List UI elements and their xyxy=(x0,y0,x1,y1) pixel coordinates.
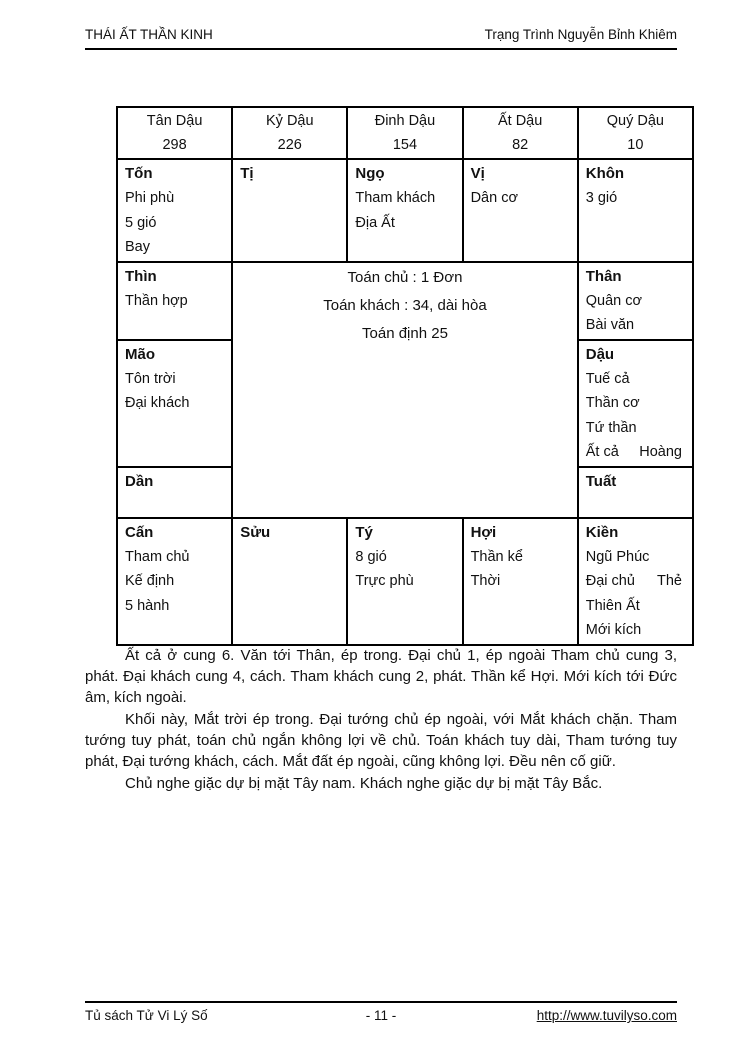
book-title: THÁI ẤT THẦN KINH xyxy=(85,27,213,42)
paragraph-2: Khối này, Mắt trời ép trong. Đại tướng chủ ép ngoài, với Mắt khách chặn. Tham tướng tuy phát, toán chủ ngắn không lợi về chủ. Toán khách tuy dài, Tham tướng tuy phát, Đại tướng khách, cách. Mắt đất ép ngoài, cũng không lợi. Đều nên cố giữ. xyxy=(85,711,677,770)
cell-title: Dậu xyxy=(585,345,615,363)
cell-line: Địa Ất xyxy=(355,214,395,231)
cell-title: Kiền xyxy=(585,523,619,541)
cell-tuat xyxy=(578,467,693,518)
cell-line: Đại chủ xyxy=(585,573,635,589)
cell-line: Phi phù xyxy=(125,190,175,206)
cell-line: Tôn trời xyxy=(125,370,176,387)
cell-title: Tý xyxy=(355,523,373,541)
year-value: 298 xyxy=(162,137,187,153)
cell-title: Dần xyxy=(125,472,154,490)
cell-line: 3 gió xyxy=(585,190,618,206)
cell-thin xyxy=(117,262,232,340)
year-value: 10 xyxy=(627,137,644,153)
cell-line: Ất cả xyxy=(585,444,619,460)
cell-title: Vị xyxy=(470,165,485,182)
cell-line: 5 gió xyxy=(125,214,157,231)
thai-at-chart-table xyxy=(116,106,694,646)
cell-line: Bài văn xyxy=(585,317,635,333)
year-cell-dinh-dau xyxy=(347,107,462,159)
palace-row-bottom xyxy=(117,518,693,645)
cell-line: Thần cơ xyxy=(585,395,640,411)
cell-title: Sửu xyxy=(240,523,271,541)
cell-line: Tham khách xyxy=(355,190,436,206)
cell-vi xyxy=(463,159,578,262)
paragraph-1: Ất cả ở cung 6. Văn tới Thân, ép trong. Đại chủ 1, ép ngoài Tham chủ cung 3, phát. Đại khách cung 4, cách. Tham khách cung 2, phát. Thần kể Hợi. Mới kích tới Đức âm, kích ngoài. xyxy=(85,647,677,706)
cell-title: Mão xyxy=(125,345,155,363)
cell-line: Hoàng xyxy=(639,444,682,460)
cell-title: Tốn xyxy=(125,165,153,182)
footer-series-title: Tủ sách Tử Vi Lý Số xyxy=(85,1008,208,1023)
cell-line: Quân cơ xyxy=(585,292,643,309)
cell-line: 5 hành xyxy=(125,597,170,614)
footer-url-link[interactable]: http://www.tuvilyso.com xyxy=(536,1008,677,1023)
year-row xyxy=(117,107,693,159)
cell-khon xyxy=(578,159,693,262)
cell-ton xyxy=(117,159,232,262)
cell-dan xyxy=(117,467,232,518)
cell-dau xyxy=(578,340,693,467)
cell-line: Kế định xyxy=(125,573,175,589)
page-footer xyxy=(85,1001,677,1023)
cell-title: Thân xyxy=(585,267,622,285)
cell-line: Thời xyxy=(470,573,501,589)
cell-line: Bay xyxy=(125,239,150,255)
cell-hoi xyxy=(463,518,578,645)
cell-line: Thần kể xyxy=(470,548,523,565)
cell-kien xyxy=(578,518,693,645)
cell-ti xyxy=(232,159,347,262)
toan-chu-line: Toán chủ : 1 Đơn xyxy=(347,268,463,286)
page-number: - 11 - xyxy=(365,1008,397,1023)
cell-line: Thẻ xyxy=(657,573,682,589)
toan-dinh-line: Toán định 25 xyxy=(362,324,448,342)
cell-suu xyxy=(232,518,347,645)
year-name: Tân Dậu xyxy=(146,113,203,129)
cell-ngo xyxy=(347,159,462,262)
page-header xyxy=(85,27,677,50)
year-cell-ky-dau xyxy=(232,107,347,159)
year-name: Kỷ Dậu xyxy=(266,113,314,129)
cell-line: Mới kích xyxy=(585,622,642,638)
cell-line: Thiên Ất xyxy=(585,597,640,614)
cell-line: 8 gió xyxy=(355,548,387,565)
year-value: 154 xyxy=(392,137,418,153)
cell-can xyxy=(117,518,232,645)
cell-line: Dân cơ xyxy=(470,190,518,206)
year-value: 82 xyxy=(512,137,529,153)
cell-line: Đại khách xyxy=(125,395,190,411)
paragraph-3: Chủ nghe giặc dự bị mặt Tây nam. Khách nghe giặc dự bị mặt Tây Bắc. xyxy=(125,775,603,792)
year-name: Ất Dậu xyxy=(497,113,543,129)
cell-line: Tuế cả xyxy=(585,370,630,387)
cell-than xyxy=(578,262,693,340)
author-name: Trạng Trình Nguyễn Bỉnh Khiêm xyxy=(484,27,677,42)
cell-ty xyxy=(347,518,462,645)
body-text xyxy=(85,645,677,795)
cell-title: Thìn xyxy=(125,267,157,285)
year-name: Quý Dậu xyxy=(606,113,664,129)
cell-title: Tuất xyxy=(585,472,617,490)
cell-title: Hợi xyxy=(470,523,497,541)
cell-title: Khôn xyxy=(585,165,625,182)
cell-mao xyxy=(117,340,232,467)
footer-url xyxy=(480,1008,677,1023)
cell-line: Thần hợp xyxy=(125,292,188,309)
year-cell-quy-dau xyxy=(578,107,693,159)
cell-line: Tứ thần xyxy=(585,419,637,436)
cell-line: Tham chủ xyxy=(125,548,190,565)
cell-split-line xyxy=(586,569,685,594)
cell-title: Cấn xyxy=(125,523,154,541)
palace-row-top xyxy=(117,159,693,262)
year-cell-tan-dau xyxy=(117,107,232,159)
center-calculation-cell xyxy=(232,262,578,518)
year-value: 226 xyxy=(277,137,302,153)
cell-line: Trực phù xyxy=(355,573,414,589)
year-name: Đinh Dậu xyxy=(374,113,436,129)
cell-title: Tị xyxy=(240,165,254,182)
cell-line: Ngũ Phúc xyxy=(585,548,650,565)
year-cell-at-dau xyxy=(463,107,578,159)
palace-row-mid1 xyxy=(117,262,693,340)
toan-khach-line: Toán khách : 34, dài hòa xyxy=(323,296,487,314)
cell-split-line xyxy=(586,440,685,465)
cell-title: Ngọ xyxy=(355,165,385,182)
